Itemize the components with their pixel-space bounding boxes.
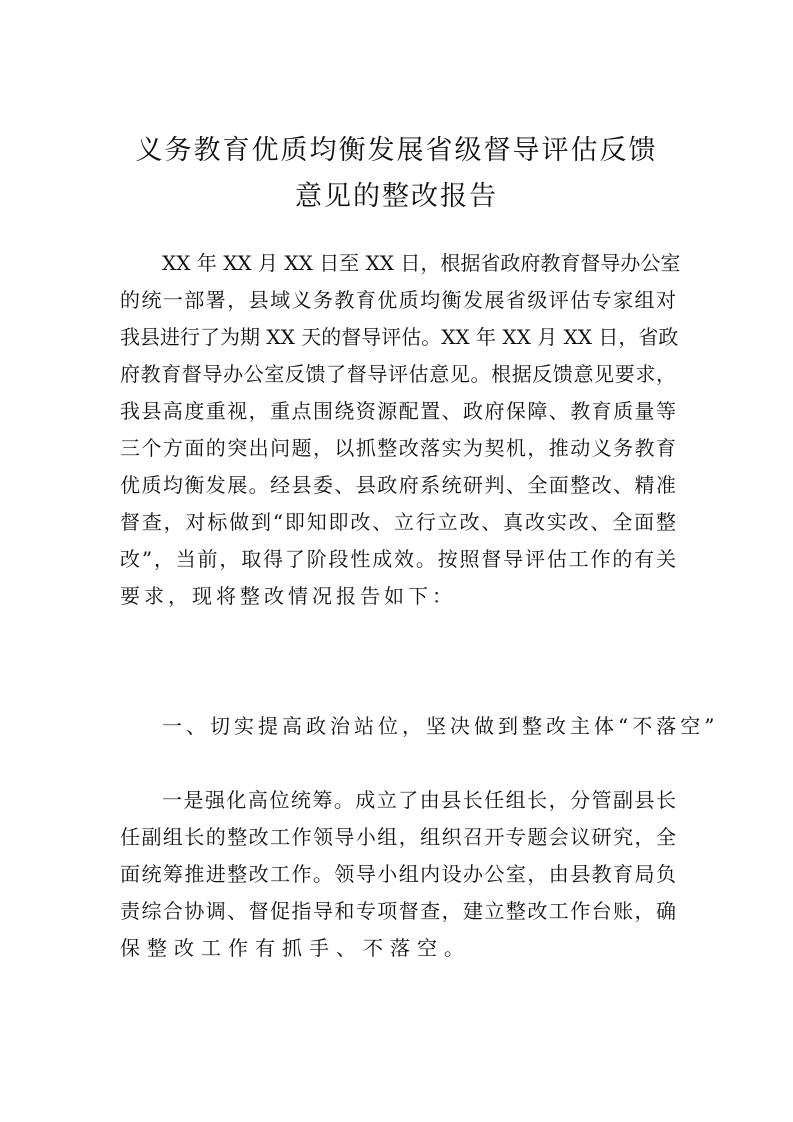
intro-line: 督查，对标做到“即知即改、立行立改、真改实改、全面整 <box>120 510 676 534</box>
intro-line: 我县高度重视，重点围绕资源配置、政府保障、教育质量等 <box>120 399 676 423</box>
intro-line: 府教育督导办公室反馈了督导评估意见。根据反馈意见要求， <box>120 362 676 386</box>
intro-line: 改”，当前，取得了阶段性成效。按照督导评估工作的有关 <box>120 547 676 571</box>
document-title-line-2: 意见的整改报告 <box>295 181 498 212</box>
document-title-line-1: 义务教育优质均衡发展省级督导评估反馈 <box>135 135 658 166</box>
intro-line: 我县进行了为期 XX 天的督导评估。XX 年 XX 月 XX 日，省政 <box>120 325 679 349</box>
paragraph-line: 责综合协调、督促指导和专项督查，建立整改工作台账，确 <box>120 899 676 923</box>
paragraph-line: 一是强化高位统筹。成立了由县长任组长，分管副县长 <box>162 788 676 812</box>
intro-line: 优质均衡发展。经县委、县政府系统研判、全面整改、精准 <box>120 473 676 497</box>
paragraph-line: 面统筹推进整改工作。领导小组内设办公室，由县教育局负 <box>120 862 676 886</box>
paragraph-line: 任副组长的整改工作领导小组，组织召开专题会议研究，全 <box>120 825 676 849</box>
intro-line: 三个方面的突出问题，以抓整改落实为契机，推动义务教育 <box>120 436 676 460</box>
intro-line: 要求，现将整改情况报告如下： <box>120 584 456 608</box>
intro-line: XX 年 XX 月 XX 日至 XX 日，根据省政府教育督导办公室 <box>162 251 681 275</box>
section-heading-1: 一、切实提高政治站位，坚决做到整改主体“不落空” <box>162 714 719 738</box>
intro-line: 的统一部署，县域义务教育优质均衡发展省级评估专家组对 <box>120 288 676 312</box>
paragraph-line: 保整改工作有抓手、不落空。 <box>120 936 471 960</box>
